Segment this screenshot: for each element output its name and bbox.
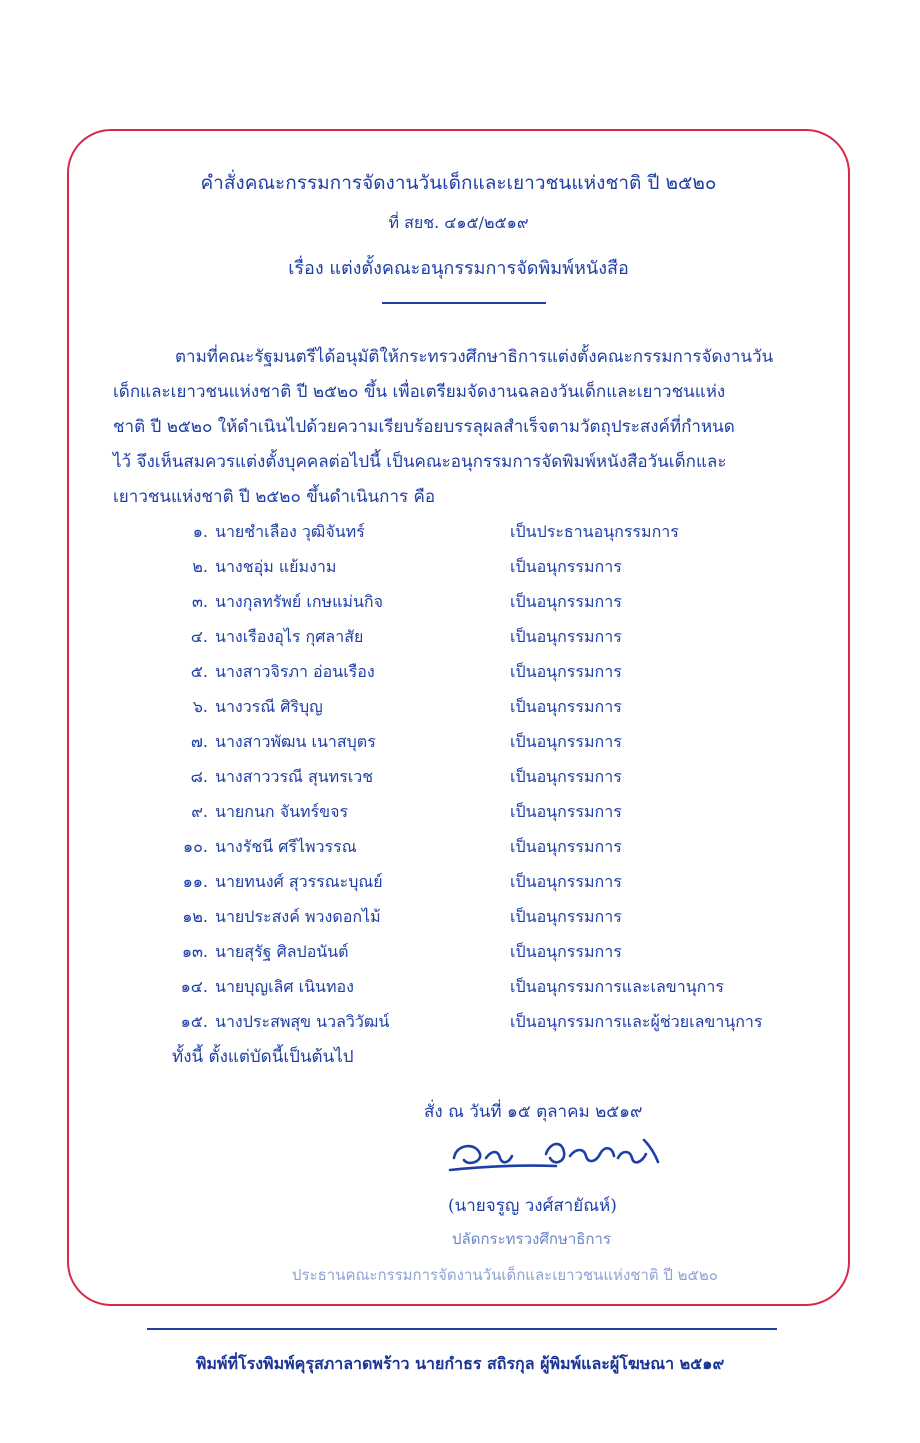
signer-title: ปลัดกระทรวงศึกษาธิการ [452,1230,611,1248]
member-number: ๙. [191,802,208,821]
member-number: ๕. [190,662,208,681]
member-number: ๖. [192,697,208,716]
member-row [0,835,920,865]
member-number: ๘. [190,767,208,786]
closing-statement: ทั้งนี้ ตั้งแต่บัดนี้เป็นต้นไป [172,1047,354,1067]
member-position: เป็นอนุกรรมการ [510,557,622,576]
document-title: คำสั่งคณะกรรมการจัดงานวันเด็กและเยาวชนแห่งชาติ ปี ๒๕๒๐ [200,172,717,194]
member-number: ๑๕. [180,1012,208,1031]
member-number: ๑๑. [182,872,208,891]
member-position: เป็นอนุกรรมการ [510,592,622,611]
body-line-3: ชาติ ปี ๒๕๒๐ ให้ดำเนินไปด้วยความเรียบร้อยบรรลุผลสำเร็จตามวัตถุประสงค์ที่กำหนด [113,417,735,437]
member-name: นางรัชนี ศรีไพวรรณ [215,837,357,856]
member-name: นางประสพสุข นวลวิวัฒน์ [215,1012,390,1031]
signer-name: (นายจรูญ วงศ์สายัณห์) [448,1196,617,1216]
member-position: เป็นอนุกรรมการ [510,942,622,961]
member-number: ๗. [190,732,208,751]
member-name: นางสาวพัฒน เนาสบุตร [215,732,376,751]
member-number: ๑. [192,522,208,541]
member-row [0,765,920,795]
member-name: นายประสงค์ พวงดอกไม้ [215,907,381,926]
member-position: เป็นอนุกรรมการ [510,627,622,646]
member-row [0,695,920,725]
document-subject: เรื่อง แต่งตั้งคณะอนุกรรมการจัดพิมพ์หนังสือ [288,258,629,279]
printer-footer: พิมพ์ที่โรงพิมพ์คุรุสภาลาดพร้าว นายกำธร สถิรกุล ผู้พิมพ์และผู้โฆษณา ๒๕๑๙ [195,1354,725,1373]
member-name: นายชำเลือง วุฒิจันทร์ [215,522,365,541]
signer-title-committee: ประธานคณะกรรมการจัดงานวันเด็กและเยาวชนแห่งชาติ ปี ๒๕๒๐ [292,1266,718,1284]
member-name: นางกุลทรัพย์ เกษแม่นกิจ [215,592,383,611]
order-date: สั่ง ณ วันที่ ๑๕ ตุลาคม ๒๕๑๙ [424,1102,643,1122]
member-row [0,660,920,690]
member-position: เป็นอนุกรรมการ [510,732,622,751]
member-name: นายบุญเลิศ เนินทอง [215,977,354,996]
member-position: เป็นอนุกรรมการ [510,697,622,716]
member-name: นางเรืองอุไร กุศลาสัย [215,627,364,646]
member-row [0,975,920,1005]
reference-number: ที่ สยช. ๔๑๕/๒๕๑๙ [388,213,529,232]
footer-divider [147,1328,777,1330]
member-name: นายสุรัฐ ศิลปอนันต์ [215,942,349,961]
member-row [0,940,920,970]
member-row [0,730,920,760]
member-name: นางชอุ่ม แย้มงาม [215,557,337,576]
member-number: ๔. [190,627,208,646]
member-row [0,870,920,900]
member-row [0,1010,920,1040]
member-row [0,625,920,655]
member-name: นางวรณี ศิริบุญ [215,697,323,716]
title-divider [382,302,546,304]
member-number: ๑๔. [180,977,208,996]
body-line-5: เยาวชนแห่งชาติ ปี ๒๕๒๐ ขึ้นดำเนินการ คือ [113,487,436,507]
member-row [0,800,920,830]
member-name: นางสาววรณี สุนทรเวช [215,767,374,786]
member-position: เป็นอนุกรรมการ [510,802,622,821]
body-line-1: ตามที่คณะรัฐมนตรีได้อนุมัติให้กระทรวงศึกษาธิการแต่งตั้งคณะกรรมการจัดงานวัน [175,347,774,367]
member-position: เป็นอนุกรรมการ [510,907,622,926]
member-position: เป็นประธานอนุกรรมการ [510,522,679,541]
signature-mark [446,1132,666,1182]
member-number: ๑๐. [182,837,208,856]
member-number: ๓. [191,592,208,611]
member-position: เป็นอนุกรรมการ [510,767,622,786]
member-name: นายกนก จันทร์ขจร [215,802,349,821]
member-row [0,555,920,585]
member-name: นางสาวจิรภา อ่อนเรือง [215,662,375,681]
member-name: นายทนงศ์ สุวรรณะบุณย์ [215,872,383,891]
member-number: ๑๒. [182,907,208,926]
member-number: ๒. [192,557,208,576]
body-line-4: ไว้ จึงเห็นสมควรแต่งตั้งบุคคลต่อไปนี้ เป็นคณะอนุกรรมการจัดพิมพ์หนังสือวันเด็กและ [113,452,727,472]
member-row [0,520,920,550]
member-position: เป็นอนุกรรมการ [510,872,622,891]
body-line-2: เด็กและเยาวชนแห่งชาติ ปี ๒๕๒๐ ขึ้น เพื่อเตรียมจัดงานฉลองวันเด็กและเยาวชนแห่ง [113,382,726,402]
member-row [0,590,920,620]
member-position: เป็นอนุกรรมการและเลขานุการ [510,977,724,996]
member-row [0,905,920,935]
member-position: เป็นอนุกรรมการ [510,662,622,681]
member-position: เป็นอนุกรรมการและผู้ช่วยเลขานุการ [510,1012,763,1031]
member-number: ๑๓. [181,942,208,961]
member-position: เป็นอนุกรรมการ [510,837,622,856]
